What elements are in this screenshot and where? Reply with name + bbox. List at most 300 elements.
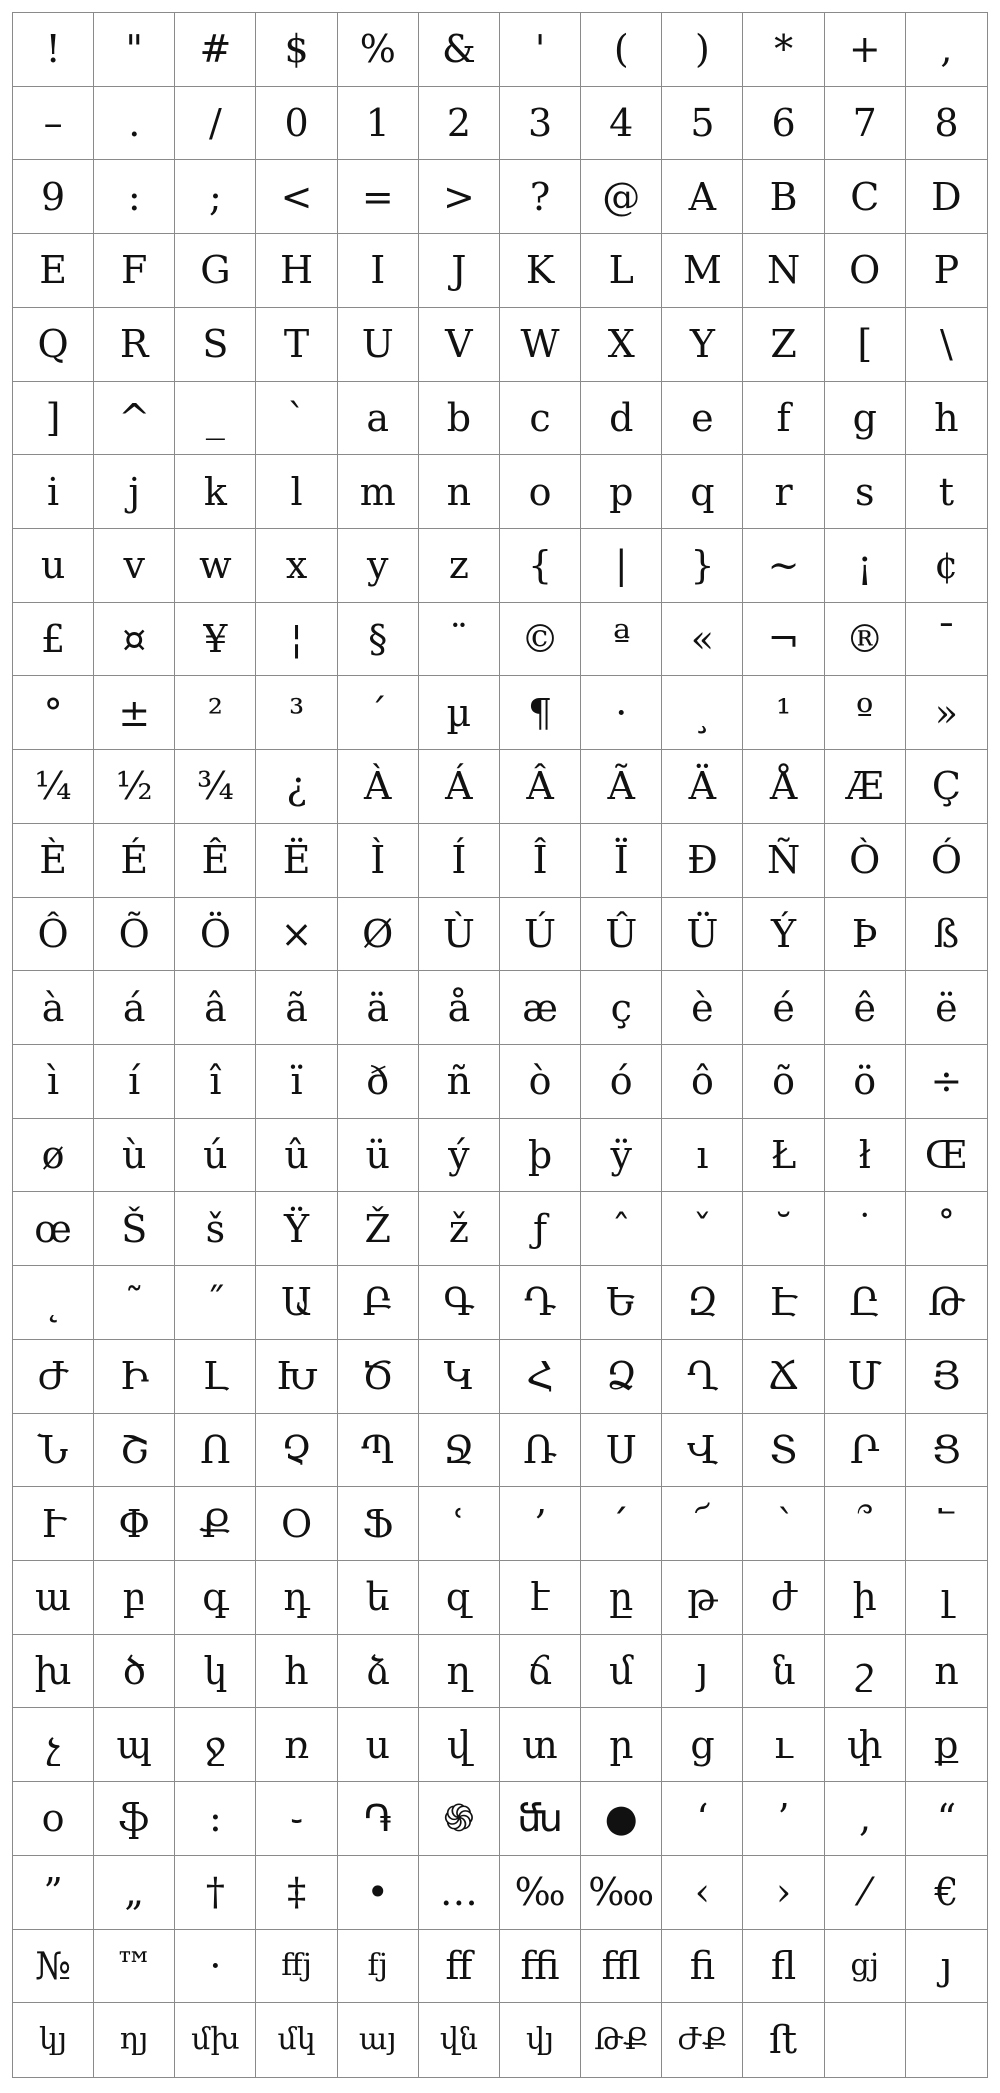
glyph-cell: ն bbox=[743, 1635, 824, 1709]
glyph-cell: U bbox=[338, 308, 419, 382]
glyph-cell: զ bbox=[419, 1561, 500, 1635]
glyph-cell: × bbox=[256, 898, 337, 972]
glyph-cell: կյ bbox=[13, 2003, 94, 2077]
glyph-cell: ´ bbox=[338, 676, 419, 750]
glyph-cell: € bbox=[906, 1856, 987, 1930]
glyph-cell: } bbox=[662, 529, 743, 603]
glyph-cell: Ճ bbox=[743, 1340, 824, 1414]
glyph-cell: o bbox=[500, 455, 581, 529]
glyph-cell bbox=[825, 2003, 906, 2077]
glyph-cell: 8 bbox=[906, 87, 987, 161]
glyph-cell: ë bbox=[906, 971, 987, 1045]
glyph-cell: ÿ bbox=[581, 1119, 662, 1193]
glyph-cell: Ա bbox=[256, 1266, 337, 1340]
glyph-cell: A bbox=[662, 160, 743, 234]
glyph-cell: ¹ bbox=[743, 676, 824, 750]
glyph-cell: Ô bbox=[13, 898, 94, 972]
glyph-cell: R bbox=[94, 308, 175, 382]
glyph-cell: ˛ bbox=[13, 1266, 94, 1340]
glyph-cell: i bbox=[13, 455, 94, 529]
glyph-cell: ò bbox=[500, 1045, 581, 1119]
glyph-cell: # bbox=[175, 13, 256, 87]
glyph-cell: Ñ bbox=[743, 824, 824, 898]
glyph-cell: ½ bbox=[94, 750, 175, 824]
glyph-cell: j bbox=[94, 455, 175, 529]
glyph-cell: ð bbox=[338, 1045, 419, 1119]
glyph-cell: ± bbox=[94, 676, 175, 750]
glyph-cell: Æ bbox=[825, 750, 906, 824]
glyph-cell: ՞ bbox=[825, 1487, 906, 1561]
glyph-cell: a bbox=[338, 382, 419, 456]
glyph-cell: ¯ bbox=[906, 603, 987, 677]
glyph-cell: : bbox=[175, 1782, 256, 1856]
glyph-cell: $ bbox=[256, 13, 337, 87]
glyph-cell: M bbox=[662, 234, 743, 308]
glyph-cell: z bbox=[419, 529, 500, 603]
glyph-cell: Í bbox=[419, 824, 500, 898]
glyph-cell: < bbox=[256, 160, 337, 234]
glyph-cell: ա bbox=[13, 1561, 94, 1635]
glyph-cell: g bbox=[825, 382, 906, 456]
glyph-cell: Ð bbox=[662, 824, 743, 898]
glyph-cell: h bbox=[906, 382, 987, 456]
glyph-cell: Կ bbox=[419, 1340, 500, 1414]
glyph-cell: ç bbox=[581, 971, 662, 1045]
glyph-cell: t bbox=[906, 455, 987, 529]
glyph-cell: յ bbox=[662, 1635, 743, 1709]
glyph-cell: í bbox=[94, 1045, 175, 1119]
glyph-cell: · bbox=[175, 1930, 256, 2004]
glyph-cell: n bbox=[419, 455, 500, 529]
glyph-cell: Â bbox=[500, 750, 581, 824]
glyph-cell: ս bbox=[338, 1708, 419, 1782]
glyph-cell: Ձ bbox=[581, 1340, 662, 1414]
glyph-cell: ‱ bbox=[581, 1856, 662, 1930]
glyph-cell: Ծ bbox=[338, 1340, 419, 1414]
glyph-cell: ‹ bbox=[662, 1856, 743, 1930]
glyph-cell: s bbox=[825, 455, 906, 529]
glyph-cell: ì bbox=[13, 1045, 94, 1119]
glyph-cell: “ bbox=[906, 1782, 987, 1856]
glyph-cell: Ը bbox=[825, 1266, 906, 1340]
glyph-cell: ê bbox=[825, 971, 906, 1045]
glyph-cell: ե bbox=[338, 1561, 419, 1635]
glyph-cell: H bbox=[256, 234, 337, 308]
glyph-cell: é bbox=[743, 971, 824, 1045]
glyph-cell: Յ bbox=[906, 1340, 987, 1414]
glyph-cell: N bbox=[743, 234, 824, 308]
glyph-cell: ž bbox=[419, 1192, 500, 1266]
glyph-cell: ² bbox=[175, 676, 256, 750]
glyph-cell: ւ bbox=[743, 1708, 824, 1782]
glyph-cell: Վ bbox=[662, 1414, 743, 1488]
glyph-cell: I bbox=[338, 234, 419, 308]
glyph-cell: Տ bbox=[743, 1414, 824, 1488]
glyph-cell: v bbox=[94, 529, 175, 603]
glyph-cell: ռ bbox=[256, 1708, 337, 1782]
glyph-cell: Ÿ bbox=[256, 1192, 337, 1266]
glyph-cell: Ի bbox=[94, 1340, 175, 1414]
glyph-cell: ä bbox=[338, 971, 419, 1045]
glyph-cell: ß bbox=[906, 898, 987, 972]
glyph-cell: º bbox=[825, 676, 906, 750]
glyph-cell: ﬀ bbox=[419, 1930, 500, 2004]
glyph-cell: Դ bbox=[500, 1266, 581, 1340]
glyph-cell: * bbox=[743, 13, 824, 87]
glyph-cell: » bbox=[906, 676, 987, 750]
glyph-cell: Î bbox=[500, 824, 581, 898]
glyph-cell: ™ bbox=[94, 1930, 175, 2004]
glyph-cell: Օ bbox=[256, 1487, 337, 1561]
glyph-cell: ՟ bbox=[906, 1487, 987, 1561]
glyph-cell: ց bbox=[662, 1708, 743, 1782]
glyph-cell: 4 bbox=[581, 87, 662, 161]
glyph-cell: Թ bbox=[906, 1266, 987, 1340]
glyph-cell: ~ bbox=[743, 529, 824, 603]
glyph-cell: ¿ bbox=[256, 750, 337, 824]
glyph-cell: ý bbox=[419, 1119, 500, 1193]
glyph-cell: ֏ bbox=[338, 1782, 419, 1856]
glyph-cell: ֍ bbox=[419, 1782, 500, 1856]
glyph-cell: Գ bbox=[419, 1266, 500, 1340]
glyph-cell: Ւ bbox=[13, 1487, 94, 1561]
glyph-cell: § bbox=[338, 603, 419, 677]
glyph-cell: մխ bbox=[175, 2003, 256, 2077]
glyph-cell: O bbox=[825, 234, 906, 308]
glyph-cell: Œ bbox=[906, 1119, 987, 1193]
glyph-cell: É bbox=[94, 824, 175, 898]
glyph-cell: gj bbox=[825, 1930, 906, 2004]
glyph-cell: † bbox=[175, 1856, 256, 1930]
glyph-cell: Ï bbox=[581, 824, 662, 898]
glyph-cell: E bbox=[13, 234, 94, 308]
glyph-cell: ⁄ bbox=[825, 1856, 906, 1930]
glyph-cell: ¤ bbox=[94, 603, 175, 677]
glyph-cell: ը bbox=[581, 1561, 662, 1635]
glyph-cell: Պ bbox=[338, 1414, 419, 1488]
glyph-cell: լ bbox=[906, 1561, 987, 1635]
glyph-cell: Զ bbox=[662, 1266, 743, 1340]
glyph-cell: , bbox=[906, 13, 987, 87]
glyph-cell: Ե bbox=[581, 1266, 662, 1340]
glyph-cell: Á bbox=[419, 750, 500, 824]
glyph-cell: Ç bbox=[906, 750, 987, 824]
glyph-cell: Å bbox=[743, 750, 824, 824]
glyph-cell: մ bbox=[581, 1635, 662, 1709]
glyph-cell: x bbox=[256, 529, 337, 603]
glyph-cell: Ռ bbox=[500, 1414, 581, 1488]
glyph-grid bbox=[12, 12, 988, 2078]
glyph-cell: @ bbox=[581, 160, 662, 234]
glyph-cell: Ú bbox=[500, 898, 581, 972]
glyph-cell: | bbox=[581, 529, 662, 603]
glyph-cell: ¢ bbox=[906, 529, 987, 603]
glyph-cell: { bbox=[500, 529, 581, 603]
glyph-cell: ﬅ bbox=[743, 2003, 824, 2077]
glyph-cell: ԹՔ bbox=[581, 2003, 662, 2077]
glyph-cell: ƒ bbox=[500, 1192, 581, 1266]
glyph-cell: X bbox=[581, 308, 662, 382]
glyph-cell: ժ bbox=[743, 1561, 824, 1635]
glyph-cell: „ bbox=[94, 1856, 175, 1930]
glyph-cell: Հ bbox=[500, 1340, 581, 1414]
glyph-cell: ● bbox=[581, 1782, 662, 1856]
glyph-cell: ñ bbox=[419, 1045, 500, 1119]
glyph-cell: ¨ bbox=[419, 603, 500, 677]
glyph-cell: կ bbox=[175, 1635, 256, 1709]
glyph-cell: Y bbox=[662, 308, 743, 382]
glyph-cell: þ bbox=[500, 1119, 581, 1193]
glyph-cell: Ø bbox=[338, 898, 419, 972]
glyph-cell: ü bbox=[338, 1119, 419, 1193]
glyph-cell: ] bbox=[13, 382, 94, 456]
glyph-cell: ճ bbox=[500, 1635, 581, 1709]
glyph-cell: â bbox=[175, 971, 256, 1045]
glyph-cell: ¾ bbox=[175, 750, 256, 824]
glyph-cell: Ü bbox=[662, 898, 743, 972]
glyph-cell: T bbox=[256, 308, 337, 382]
glyph-cell: Ł bbox=[743, 1119, 824, 1193]
glyph-cell: ՝ bbox=[743, 1487, 824, 1561]
glyph-cell: ‚ bbox=[825, 1782, 906, 1856]
glyph-cell: ՜ bbox=[662, 1487, 743, 1561]
glyph-cell: œ bbox=[13, 1192, 94, 1266]
glyph-cell: î bbox=[175, 1045, 256, 1119]
glyph-cell: & bbox=[419, 13, 500, 87]
glyph-cell: ° bbox=[13, 676, 94, 750]
glyph-cell: ք bbox=[906, 1708, 987, 1782]
glyph-cell: P bbox=[906, 234, 987, 308]
glyph-cell: է bbox=[500, 1561, 581, 1635]
glyph-cell: k bbox=[175, 455, 256, 529]
glyph-cell: > bbox=[419, 160, 500, 234]
glyph-cell: æ bbox=[500, 971, 581, 1045]
glyph-cell: 1 bbox=[338, 87, 419, 161]
glyph-cell: խ bbox=[13, 1635, 94, 1709]
glyph-cell: վյ bbox=[500, 2003, 581, 2077]
glyph-cell: õ bbox=[743, 1045, 824, 1119]
glyph-cell: ł bbox=[825, 1119, 906, 1193]
glyph-cell: à bbox=[13, 971, 94, 1045]
glyph-cell: ˚ bbox=[906, 1192, 987, 1266]
glyph-cell: Ý bbox=[743, 898, 824, 972]
glyph-cell: ö bbox=[825, 1045, 906, 1119]
glyph-cell: ԺՔ bbox=[662, 2003, 743, 2077]
glyph-cell: ˇ bbox=[662, 1192, 743, 1266]
glyph-cell: բ bbox=[94, 1561, 175, 1635]
glyph-cell: Փ bbox=[94, 1487, 175, 1561]
glyph-cell: ( bbox=[581, 13, 662, 87]
glyph-cell: 3 bbox=[500, 87, 581, 161]
glyph-cell: մկ bbox=[256, 2003, 337, 2077]
glyph-cell: այ bbox=[338, 2003, 419, 2077]
glyph-cell: . bbox=[94, 87, 175, 161]
glyph-cell: ” bbox=[13, 1856, 94, 1930]
glyph-cell: տ bbox=[500, 1708, 581, 1782]
glyph-cell: Ì bbox=[338, 824, 419, 898]
glyph-cell: ÷ bbox=[906, 1045, 987, 1119]
glyph-cell: Ջ bbox=[419, 1414, 500, 1488]
glyph-cell: ˆ bbox=[581, 1192, 662, 1266]
glyph-cell: d bbox=[581, 382, 662, 456]
glyph-cell: / bbox=[175, 87, 256, 161]
glyph-cell: \ bbox=[906, 308, 987, 382]
glyph-cell: պ bbox=[94, 1708, 175, 1782]
glyph-cell: 6 bbox=[743, 87, 824, 161]
glyph-cell: F bbox=[94, 234, 175, 308]
glyph-cell: Õ bbox=[94, 898, 175, 972]
glyph-cell: ‘ bbox=[662, 1782, 743, 1856]
glyph-cell: Ն bbox=[13, 1414, 94, 1488]
glyph-cell: ¼ bbox=[13, 750, 94, 824]
glyph-cell: á bbox=[94, 971, 175, 1045]
glyph-cell: ֆ bbox=[94, 1782, 175, 1856]
glyph-cell: È bbox=[13, 824, 94, 898]
glyph-cell: ՛ bbox=[581, 1487, 662, 1561]
glyph-cell: y bbox=[338, 529, 419, 603]
glyph-cell: è bbox=[662, 971, 743, 1045]
glyph-cell: Լ bbox=[175, 1340, 256, 1414]
glyph-cell: fj bbox=[338, 1930, 419, 2004]
glyph-cell: Ò bbox=[825, 824, 906, 898]
glyph-cell: ˝ bbox=[175, 1266, 256, 1340]
glyph-cell: ø bbox=[13, 1119, 94, 1193]
glyph-cell: G bbox=[175, 234, 256, 308]
glyph-cell: ¶ bbox=[500, 676, 581, 750]
glyph-cell: • bbox=[338, 1856, 419, 1930]
glyph-cell: ձ bbox=[338, 1635, 419, 1709]
glyph-cell: p bbox=[581, 455, 662, 529]
glyph-cell: Ո bbox=[175, 1414, 256, 1488]
glyph-cell: Ó bbox=[906, 824, 987, 898]
glyph-cell: ó bbox=[581, 1045, 662, 1119]
glyph-cell: B bbox=[743, 160, 824, 234]
glyph-cell: Ֆ bbox=[338, 1487, 419, 1561]
glyph-cell: ’ bbox=[743, 1782, 824, 1856]
glyph-cell: փ bbox=[825, 1708, 906, 1782]
glyph-cell: թ bbox=[662, 1561, 743, 1635]
glyph-cell: ﬂ bbox=[743, 1930, 824, 2004]
glyph-cell: ր bbox=[581, 1708, 662, 1782]
glyph-cell: 0 bbox=[256, 87, 337, 161]
glyph-cell: Ք bbox=[175, 1487, 256, 1561]
glyph-cell: շ bbox=[825, 1635, 906, 1709]
glyph-cell: ¦ bbox=[256, 603, 337, 677]
glyph-cell: ù bbox=[94, 1119, 175, 1193]
glyph-cell: b bbox=[419, 382, 500, 456]
glyph-cell: r bbox=[743, 455, 824, 529]
glyph-cell: դ bbox=[256, 1561, 337, 1635]
glyph-cell: ˙ bbox=[825, 1192, 906, 1266]
glyph-cell: D bbox=[906, 160, 987, 234]
glyph-cell: C bbox=[825, 160, 906, 234]
glyph-cell: ﬓ bbox=[500, 1782, 581, 1856]
glyph-cell: Չ bbox=[256, 1414, 337, 1488]
glyph-cell: Þ bbox=[825, 898, 906, 972]
glyph-cell: " bbox=[94, 13, 175, 87]
glyph-cell: ' bbox=[500, 13, 581, 87]
glyph-cell: _ bbox=[175, 382, 256, 456]
glyph-cell: ô bbox=[662, 1045, 743, 1119]
glyph-cell: £ bbox=[13, 603, 94, 677]
glyph-cell: Ê bbox=[175, 824, 256, 898]
glyph-cell: · bbox=[581, 676, 662, 750]
glyph-cell: ï bbox=[256, 1045, 337, 1119]
glyph-cell: Ս bbox=[581, 1414, 662, 1488]
glyph-cell: ի bbox=[825, 1561, 906, 1635]
glyph-cell bbox=[906, 2003, 987, 2077]
glyph-cell: ¬ bbox=[743, 603, 824, 677]
glyph-cell: å bbox=[419, 971, 500, 1045]
glyph-cell: Մ bbox=[825, 1340, 906, 1414]
glyph-cell: 7 bbox=[825, 87, 906, 161]
glyph-cell: ղ bbox=[419, 1635, 500, 1709]
glyph-cell: u bbox=[13, 529, 94, 603]
glyph-cell: K bbox=[500, 234, 581, 308]
glyph-cell: ; bbox=[175, 160, 256, 234]
glyph-cell: À bbox=[338, 750, 419, 824]
glyph-cell: û bbox=[256, 1119, 337, 1193]
glyph-cell: Ր bbox=[825, 1414, 906, 1488]
glyph-cell: ¡ bbox=[825, 529, 906, 603]
glyph-cell: W bbox=[500, 308, 581, 382]
glyph-cell: V bbox=[419, 308, 500, 382]
glyph-cell: ﬀj bbox=[256, 1930, 337, 2004]
glyph-cell: 5 bbox=[662, 87, 743, 161]
glyph-cell: ã bbox=[256, 971, 337, 1045]
glyph-cell: ª bbox=[581, 603, 662, 677]
glyph-cell: S bbox=[175, 308, 256, 382]
glyph-cell: Ž bbox=[338, 1192, 419, 1266]
glyph-cell: ﬁ bbox=[662, 1930, 743, 2004]
glyph-cell: ֊ bbox=[256, 1782, 337, 1856]
glyph-cell: ‰ bbox=[500, 1856, 581, 1930]
glyph-cell: ˜ bbox=[94, 1266, 175, 1340]
glyph-cell: ղյ bbox=[94, 2003, 175, 2077]
glyph-cell: ú bbox=[175, 1119, 256, 1193]
glyph-cell: + bbox=[825, 13, 906, 87]
glyph-cell: ‡ bbox=[256, 1856, 337, 1930]
glyph-cell: ) bbox=[662, 13, 743, 87]
glyph-cell: Ë bbox=[256, 824, 337, 898]
glyph-cell: ¥ bbox=[175, 603, 256, 677]
glyph-cell: ծ bbox=[94, 1635, 175, 1709]
glyph-cell: ﬃ bbox=[500, 1930, 581, 2004]
glyph-cell: š bbox=[175, 1192, 256, 1266]
glyph-cell: µ bbox=[419, 676, 500, 750]
glyph-cell: ՚ bbox=[500, 1487, 581, 1561]
glyph-cell: Ä bbox=[662, 750, 743, 824]
glyph-cell: e bbox=[662, 382, 743, 456]
glyph-cell: ^ bbox=[94, 382, 175, 456]
glyph-cell: – bbox=[13, 87, 94, 161]
glyph-cell: Խ bbox=[256, 1340, 337, 1414]
glyph-cell: Ղ bbox=[662, 1340, 743, 1414]
glyph-cell: Շ bbox=[94, 1414, 175, 1488]
glyph-cell: L bbox=[581, 234, 662, 308]
glyph-cell: Ã bbox=[581, 750, 662, 824]
glyph-cell: J bbox=[419, 234, 500, 308]
glyph-cell: ³ bbox=[256, 676, 337, 750]
glyph-cell: ¸ bbox=[662, 676, 743, 750]
glyph-cell: › bbox=[743, 1856, 824, 1930]
glyph-cell: [ bbox=[825, 308, 906, 382]
glyph-cell: վ bbox=[419, 1708, 500, 1782]
glyph-cell: Ց bbox=[906, 1414, 987, 1488]
glyph-cell: Q bbox=[13, 308, 94, 382]
glyph-cell: հ bbox=[256, 1635, 337, 1709]
glyph-cell: Ö bbox=[175, 898, 256, 972]
